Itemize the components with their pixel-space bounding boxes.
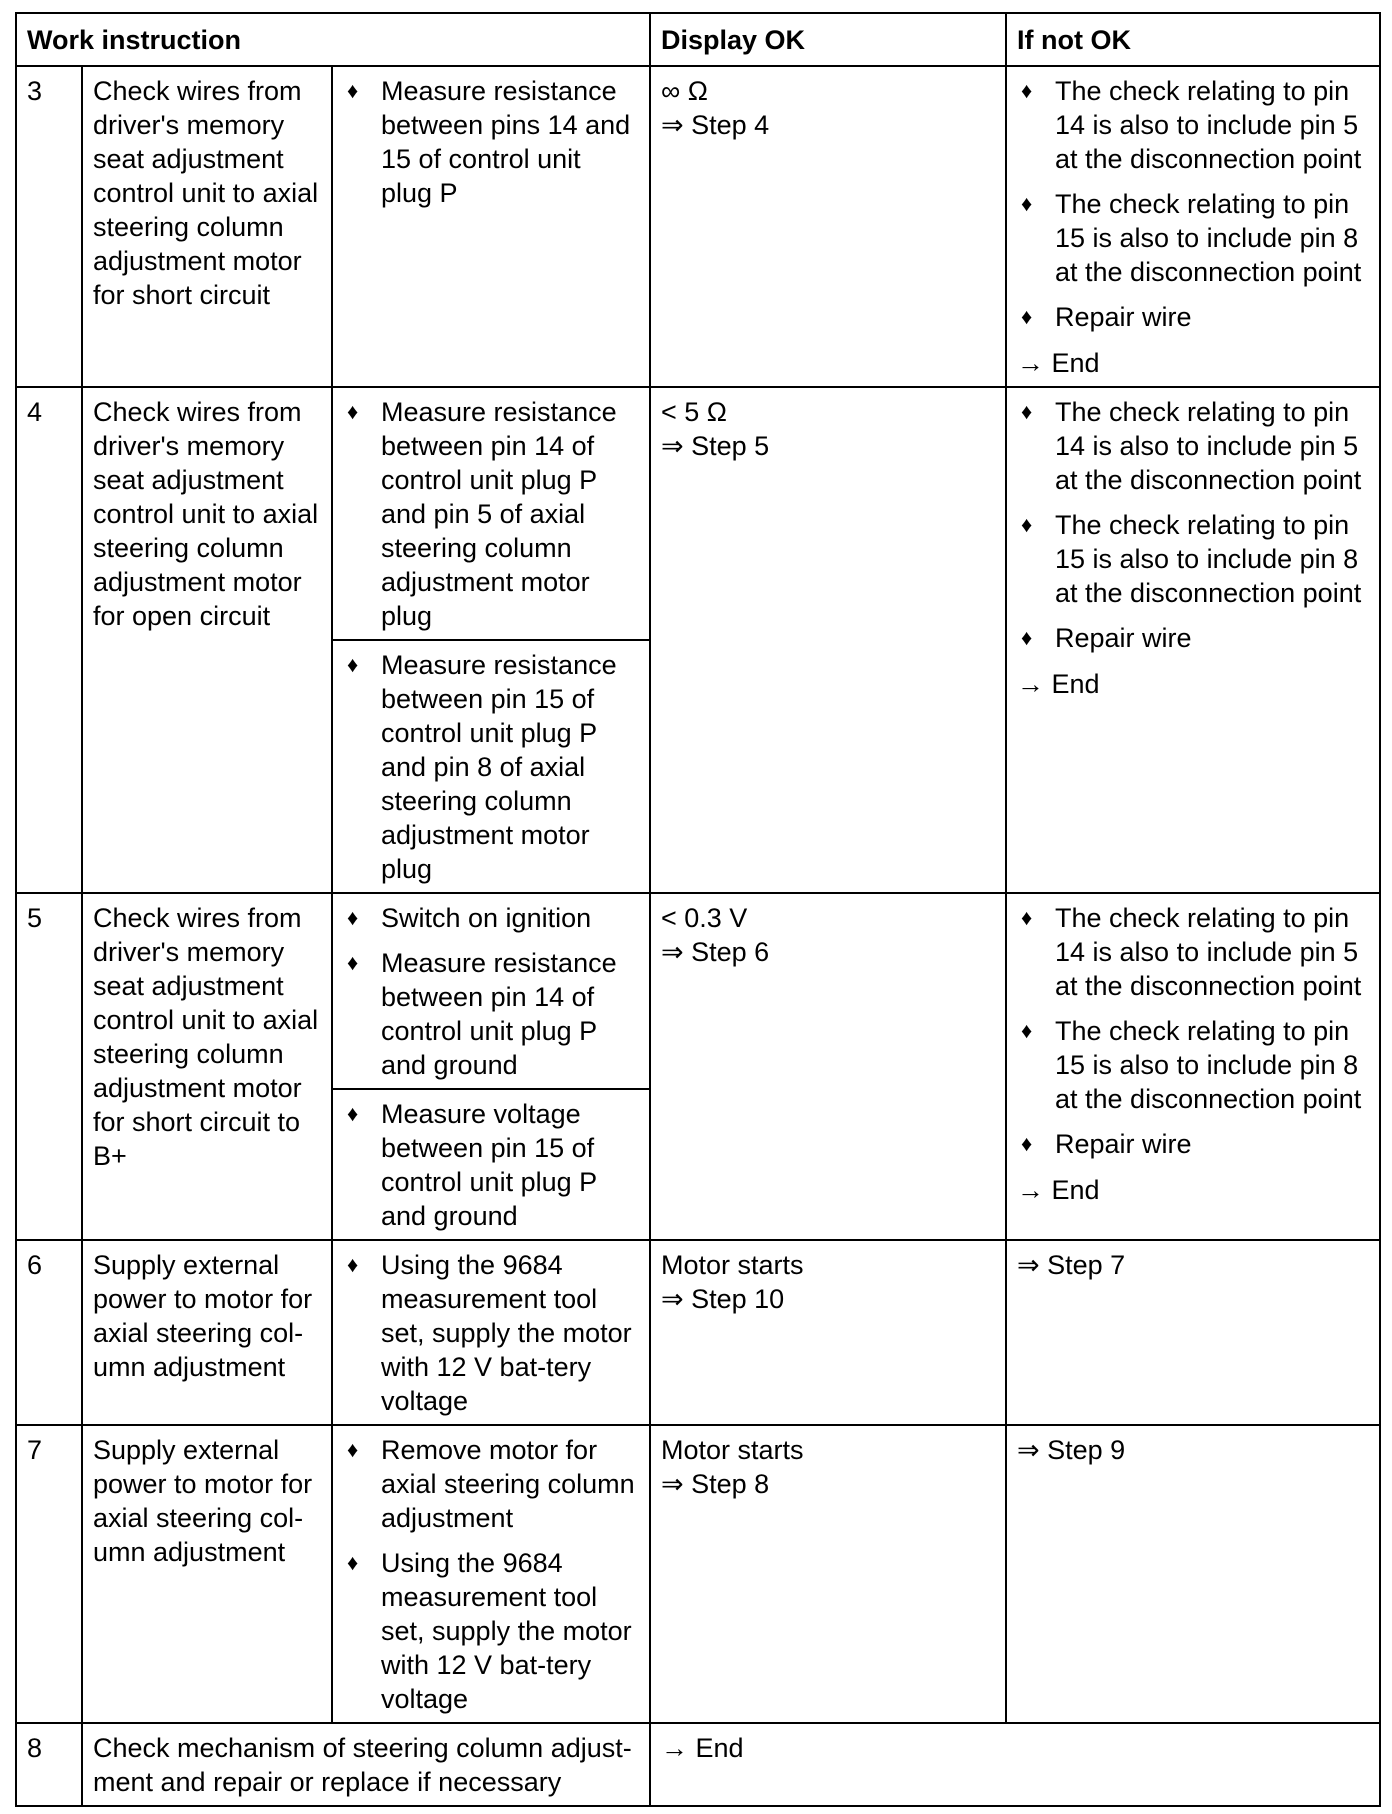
end-marker: → End [1017,348,1100,378]
bullet-icon: ♦ [347,78,359,103]
step-actions [332,1089,650,1240]
work-instruction-table [15,12,1381,1807]
end-marker: → End [1017,669,1100,699]
list-item: ♦ Measure resistance between pin 15 of control unit plug P and pin 8 of axial steering column adjustment motor plug [347,650,617,884]
bullet-icon: ♦ [1021,1018,1033,1043]
bullet-icon: ♦ [347,652,359,677]
if-not-ok-cell [1006,387,1380,893]
bullet-icon: ♦ [347,1252,359,1277]
if-not-ok-cell [1006,66,1380,387]
bullet-icon: ♦ [1021,905,1033,930]
display-value: < 0.3 V [661,903,748,933]
display-ok-cell [650,66,1006,387]
display-value: < 5 Ω [661,397,727,427]
display-next-step: ⇒ Step 10 [661,1284,785,1314]
bullet-icon: ♦ [347,1437,359,1462]
step-number: 5 [16,893,82,1240]
step-instruction: Check mechanism of steering column adjust-ment and repair or replace if necessary [82,1723,650,1806]
list-item: ♦ The check relating to pin 15 is also to include pin 8 at the disconnection point [1021,189,1362,287]
display-value: ∞ Ω [661,76,708,106]
if-not-ok-cell [1006,1240,1380,1425]
header-display-ok: Display OK [650,13,1006,66]
bullet-icon: ♦ [1021,625,1033,650]
bullet-icon: ♦ [1021,512,1033,537]
list-item: ♦ The check relating to pin 14 is also to include pin 5 at the disconnection point [1021,903,1362,1001]
bullet-icon: ♦ [1021,304,1033,329]
step-instruction: Supply external power to motor for axial steering col-umn adjustment [82,1425,332,1723]
display-next-step: ⇒ Step 4 [661,110,770,140]
table-row [16,1425,1380,1723]
step-number: 4 [16,387,82,893]
table-row [16,1723,1380,1806]
if-not-ok-cell [1006,1425,1380,1723]
list-item: ♦ Repair wire [1021,302,1192,332]
bullet-icon: ♦ [347,905,359,930]
list-item: ♦ Measure voltage between pin 15 of control unit plug P and ground [347,1099,597,1231]
display-value: Motor starts [661,1250,804,1280]
if-not-ok-cell [1006,893,1380,1240]
list-item: ♦ Repair wire [1021,1129,1192,1159]
list-item: ♦ The check relating to pin 14 is also to include pin 5 at the disconnection point [1021,397,1362,495]
display-ok-cell [650,1240,1006,1425]
step-number: 3 [16,66,82,387]
header-work-instruction: Work instruction [16,13,650,66]
step-actions [332,640,650,893]
step-number: 7 [16,1425,82,1723]
bullet-icon: ♦ [347,1101,359,1126]
list-item: ♦ The check relating to pin 15 is also to include pin 8 at the disconnection point [1021,510,1362,608]
display-next-step: ⇒ Step 6 [661,937,770,967]
step-actions [332,893,650,1089]
bullet-icon: ♦ [1021,399,1033,424]
display-ok-cell [650,893,1006,1240]
list-item: ♦ Measure resistance between pin 14 of control unit plug P and ground [347,948,617,1080]
list-item: ♦ Switch on ignition [347,903,592,933]
table-row [16,387,1380,640]
display-next-step: ⇒ Step 8 [661,1469,770,1499]
table-row [16,893,1380,1089]
list-item: ♦ Measure resistance between pin 14 of control unit plug P and pin 5 of axial steering column adjustment motor plug [347,397,617,631]
step-actions [332,66,650,387]
header-if-not-ok: If not OK [1006,13,1380,66]
list-item: ♦ The check relating to pin 15 is also to include pin 8 at the disconnection point [1021,1016,1362,1114]
step-instruction: Check wires from driver's memory seat adjustment control unit to axial steering column adjustment motor for short circuit [82,66,332,387]
bullet-icon: ♦ [347,950,359,975]
display-value: Motor starts [661,1435,804,1465]
list-item: ♦ Using the 9684 measurement tool set, supply the motor with 12 V bat-tery voltage [347,1548,632,1714]
result-cell: → End [650,1723,1380,1806]
display-next-step: ⇒ Step 5 [661,431,770,461]
step-actions [332,1425,650,1723]
bullet-icon: ♦ [347,399,359,424]
display-ok-cell [650,387,1006,893]
list-item: ♦ Remove motor for axial steering column adjustment [347,1435,635,1533]
bullet-icon: ♦ [1021,191,1033,216]
list-item: ♦ Measure resistance between pins 14 and 15 of control unit plug P [347,76,631,208]
bullet-icon: ♦ [1021,1131,1033,1156]
display-ok-cell [650,1425,1006,1723]
step-number: 6 [16,1240,82,1425]
list-item: ♦ Using the 9684 measurement tool set, supply the motor with 12 V bat-tery voltage [347,1250,632,1416]
end-marker: → End [1017,1175,1100,1205]
table-row [16,1240,1380,1425]
bullet-icon: ♦ [347,1550,359,1575]
step-instruction: Check wires from driver's memory seat adjustment control unit to axial steering column adjustment motor for short circuit to B+ [82,893,332,1240]
bullet-icon: ♦ [1021,78,1033,103]
list-item: ♦ Repair wire [1021,623,1192,653]
step-number: 8 [16,1723,82,1806]
step-instruction: Check wires from driver's memory seat adjustment control unit to axial steering column adjustment motor for open circuit [82,387,332,893]
table-row [16,66,1380,387]
list-item: ♦ The check relating to pin 14 is also to include pin 5 at the disconnection point [1021,76,1362,174]
step-instruction: Supply external power to motor for axial steering col-umn adjustment [82,1240,332,1425]
step-actions [332,1240,650,1425]
step-actions [332,387,650,640]
header-row [16,13,1380,66]
not-ok-next-step: ⇒ Step 9 [1017,1435,1126,1465]
not-ok-next-step: ⇒ Step 7 [1017,1250,1126,1280]
